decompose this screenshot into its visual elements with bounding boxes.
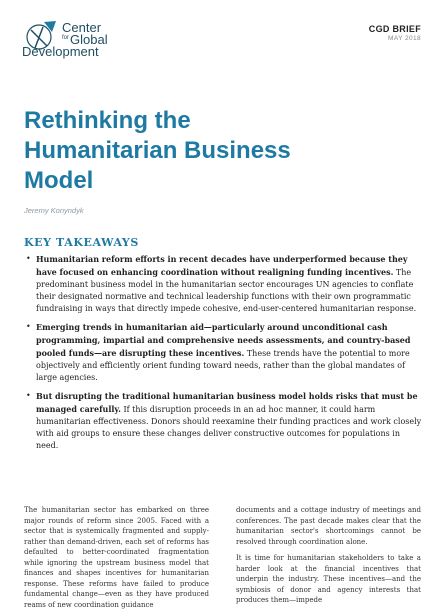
body-paragraph: documents and a cottage industry of meetings and conferences. The past decade makes clear that the humanitarian sector's shortcomings cannot be resolved through coordination alone. bbox=[236, 506, 421, 546]
takeaway-text: If this disruption proceeds in an ad hoc manner, it could harm humanitarian effectiveness. Donors should reexamine their funding practices and work closely with aid groups to ensure these changes deliver constructive outcomes for populations in need. bbox=[36, 405, 422, 450]
takeaway-item bbox=[24, 390, 424, 452]
body-column-right bbox=[236, 505, 421, 612]
document-title: Rethinking the Humanitarian Business Model bbox=[24, 107, 291, 194]
logo-line-center: Center bbox=[62, 20, 102, 35]
author-name: Jeremy Konyndyk bbox=[24, 206, 84, 215]
logo-line-global: Global bbox=[70, 32, 108, 47]
brief-tag bbox=[369, 24, 421, 42]
takeaway-text: These trends have the potential to more objectively and efficiently orient funding toward needs, rather than the global mandates of large agencies. bbox=[36, 349, 410, 382]
body-column-left bbox=[24, 505, 209, 616]
logo-for: for bbox=[62, 35, 70, 41]
takeaway-bold: Emerging trends in humanitarian aid—particularly around unconditional cash programming, impartial and comprehensive needs assessments, and country-based pooled funds—are disrupting these incentives. bbox=[36, 322, 411, 358]
takeaway-bold: But disrupting the traditional humanitarian business model holds risks that must be managed carefully. bbox=[36, 391, 418, 414]
cgd-logo bbox=[22, 18, 162, 70]
takeaway-item bbox=[24, 253, 424, 315]
brief-date: MAY 2018 bbox=[388, 35, 421, 42]
body-paragraph: The humanitarian sector has embarked on three major rounds of reform since 2005. Faced with a sector that is systemically fragmented and supply- rather than demand-driven, each set of reforms has defaulted to better-coordinated fragmentation while ignoring the upstream business model that finances and shapes incentives for humanitarian response. These reforms have failed to produce fundamental change—even as they have produced reams of new coordination guidance bbox=[24, 506, 209, 609]
takeaway-bold: Humanitarian reform efforts in recent decades have underperformed because they have focused on enhancing coordination without realigning funding incentives. bbox=[36, 254, 408, 277]
takeaway-item bbox=[24, 321, 424, 384]
key-takeaways-list bbox=[24, 253, 424, 458]
body-paragraph: It is time for humanitarian stakeholders to take a harder look at the financial incentives that underpin the industry. These incentives—and the symbiosis of donor and agency interests that produces them—impede bbox=[236, 554, 421, 604]
logo-line-development: Development bbox=[22, 44, 99, 59]
brief-label: CGD BRIEF bbox=[368, 24, 421, 34]
key-takeaways-heading: KEY TAKEAWAYS bbox=[24, 236, 139, 249]
takeaway-text: The predominant business model in the humanitarian sector encourages UN agencies to conflate their designated normative and technical leadership functions with their own programmatic fundraising in ways that directly impede cohesive, end-user-centered humanitarian response. bbox=[36, 268, 417, 313]
